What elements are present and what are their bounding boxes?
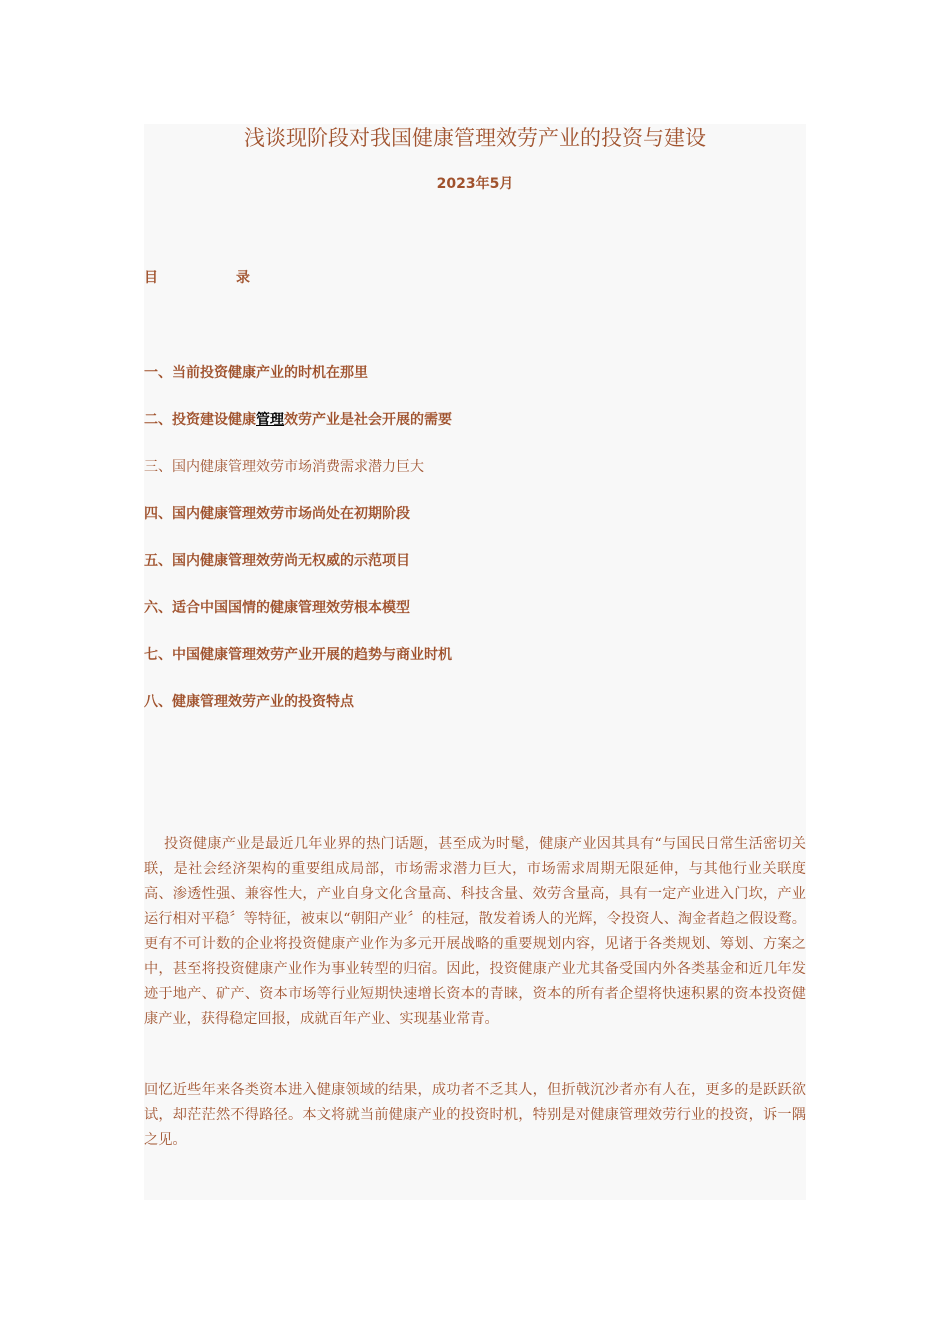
- document-date: 2023年5月: [436, 176, 514, 192]
- toc-item-2-prefix: 二、投资建设健康: [144, 412, 256, 428]
- toc-item-6[interactable]: 六、适合中国国情的健康管理效劳根本模型: [144, 600, 410, 616]
- document-title: 浅谈现阶段对我国健康管理效劳产业的投资与建设: [244, 126, 706, 150]
- toc-item-5[interactable]: 五、国内健康管理效劳尚无权威的示范项目: [144, 553, 410, 569]
- toc-item-3[interactable]: 三、国内健康管理效劳市场消费需求潜力巨大: [144, 459, 424, 475]
- toc-item-4[interactable]: 四、国内健康管理效劳市场尚处在初期阶段: [144, 506, 410, 522]
- document-page: [144, 124, 806, 1200]
- table-of-contents: [144, 363, 452, 739]
- toc-item-2-suffix: 效劳产业是社会开展的需要: [284, 412, 452, 428]
- toc-heading: 目 录: [144, 270, 250, 286]
- toc-item-7[interactable]: 七、中国健康管理效劳产业开展的趋势与商业时机: [144, 647, 452, 663]
- toc-item-2-link[interactable]: 管理: [256, 412, 284, 428]
- toc-item-8[interactable]: 八、健康管理效劳产业的投资特点: [144, 694, 354, 710]
- toc-item-2[interactable]: [144, 410, 452, 457]
- body-paragraph: 回忆近些年来各类资本进入健康领域的结果，成功者不乏其人，但折戟沉沙者亦有人在，更多的是跃跃欲试，却茫茫然不得路径。本文将就当前健康产业的投资时机，特别是对健康管理效劳行业的投资，诉一隅之见。: [144, 1082, 806, 1148]
- toc-item-1[interactable]: 一、当前投资健康产业的时机在那里: [144, 365, 368, 381]
- body-paragraph: 投资健康产业是最近几年业界的热门话题，甚至成为时髦，健康产业因其具有“与国民日常生活密切关联，是社会经济架构的重要组成局部，市场需求潜力巨大，市场需求周期无限延伸，与其他行业关联度高、渗透性强、兼容性大，产业自身文化含量高、科技含量、效劳含量高，具有一定产业进入门坎，产业运行相对平稳〞等特征，被束以“朝阳产业〞的桂冠，散发着诱人的光辉，令投资人、淘金者趋之假设鹜。更有不可计数的企业将投资健康产业作为多元开展战略的重要规划内容，见诸于各类规划、筹划、方案之中，甚至将投资健康产业作为事业转型的归宿。因此，投资健康产业尤其备受国内外各类基金和近几年发迹于地产、矿产、资本市场等行业短期快速增长资本的青睐，资本的所有者企望将快速积累的资本投资健康产业，获得稳定回报，成就百年产业、实现基业常青。: [144, 836, 806, 1027]
